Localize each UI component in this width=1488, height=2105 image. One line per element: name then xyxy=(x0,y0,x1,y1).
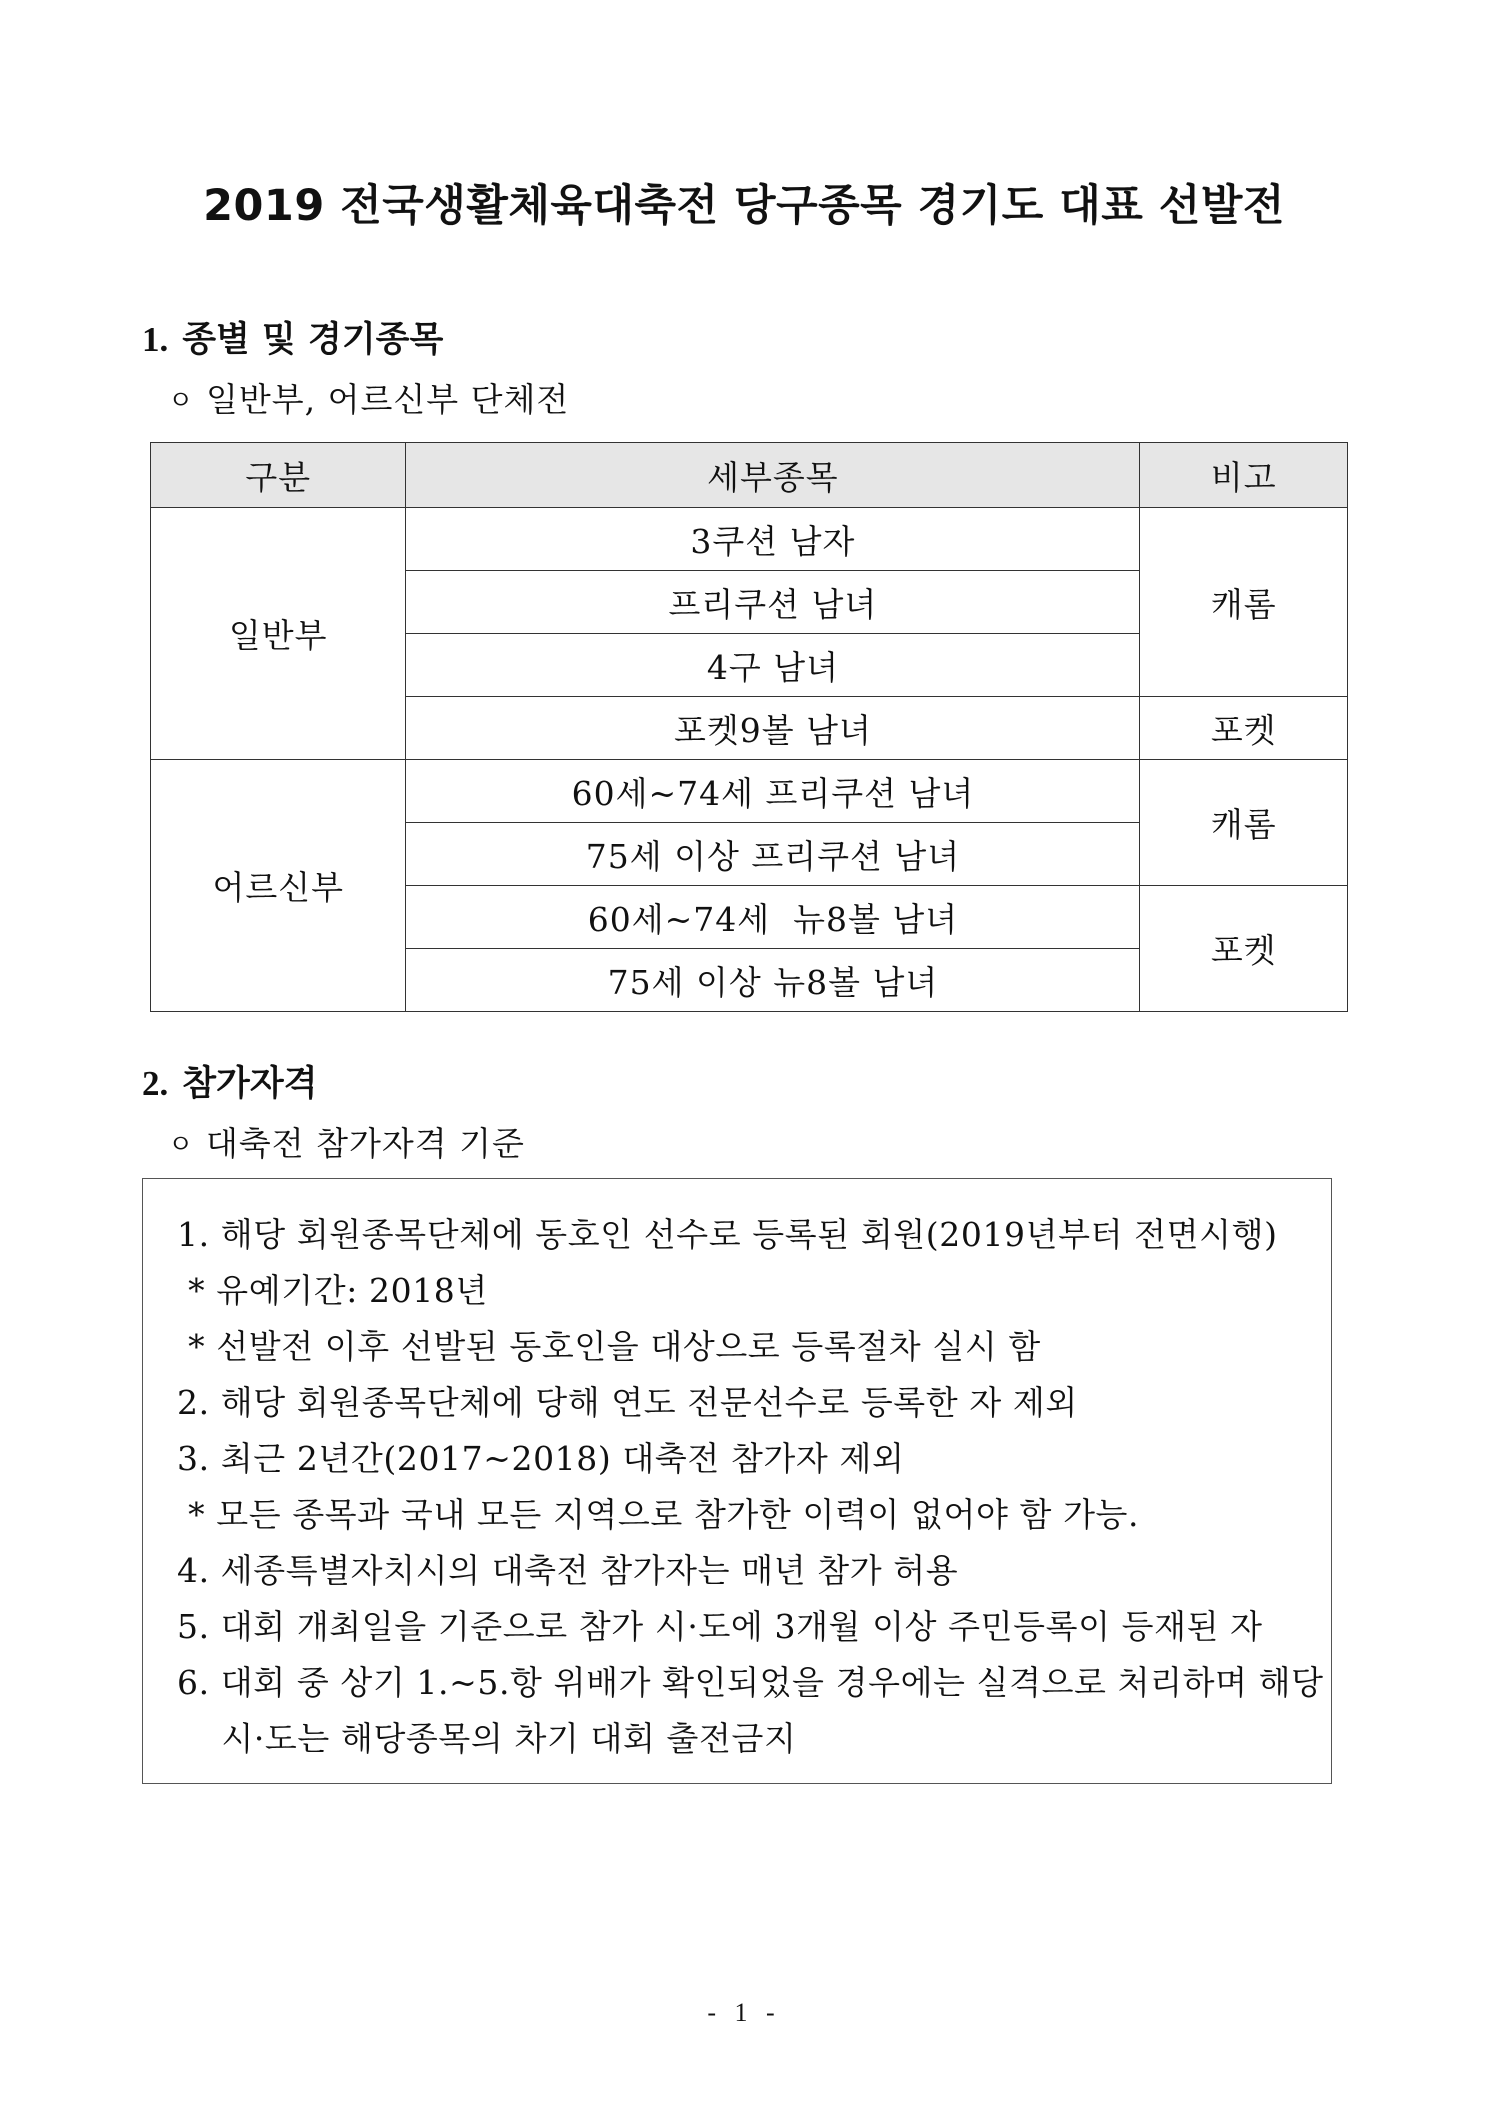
header-events: 세부종목 xyxy=(406,443,1140,508)
event-cell: 75세 이상 프리쿠션 남녀 xyxy=(406,823,1140,886)
section1-heading xyxy=(142,312,443,362)
header-notes: 비고 xyxy=(1140,443,1348,508)
section2-number: 2. xyxy=(142,1064,169,1103)
event-cell: 포켓9볼 남녀 xyxy=(406,697,1140,760)
header-division: 구분 xyxy=(151,443,406,508)
event-cell: 3쿠션 남자 xyxy=(406,508,1140,571)
section1-heading-text: 종별 및 경기종목 xyxy=(182,319,444,360)
table-header-row xyxy=(151,443,1348,508)
list-item: 시·도는 해당종목의 차기 대회 출전금지 xyxy=(177,1719,797,1758)
list-item: 6. 대회 중 상기 1.~5.항 위배가 확인되었을 경우에는 실격으로 처리하며 해당 xyxy=(177,1663,1324,1702)
section2-sub-text: 대축전 참가자격 기준 xyxy=(206,1124,525,1163)
event-cell: 60세~74세 뉴8볼 남녀 xyxy=(406,886,1140,949)
table-row xyxy=(151,760,1348,823)
table-row xyxy=(151,508,1348,571)
list-item: 1. 해당 회원종목단체에 동호인 선수로 등록된 회원(2019년부터 전면시행) xyxy=(177,1215,1278,1254)
note-carom: 캐롬 xyxy=(1140,508,1348,697)
section2-subtitle xyxy=(168,1118,525,1165)
event-cell: 4구 남녀 xyxy=(406,634,1140,697)
division-general: 일반부 xyxy=(151,508,406,760)
event-cell: 60세~74세 프리쿠션 남녀 xyxy=(406,760,1140,823)
bullet-icon: ㅇ xyxy=(168,1130,195,1160)
bullet-icon: ㅇ xyxy=(168,386,195,416)
list-item: * 선발전 이후 선발된 동호인을 대상으로 등록절차 실시 함 xyxy=(177,1327,1041,1366)
list-item: * 유예기간: 2018년 xyxy=(177,1271,488,1310)
section1-subtitle xyxy=(168,374,569,421)
list-item: 5. 대회 개최일을 기준으로 참가 시·도에 3개월 이상 주민등록이 등재된 자 xyxy=(177,1607,1263,1646)
event-cell: 프리쿠션 남녀 xyxy=(406,571,1140,634)
section2-heading-text: 참가자격 xyxy=(182,1063,318,1104)
section1-sub-text: 일반부, 어르신부 단체전 xyxy=(206,380,570,419)
note-carom: 캐롬 xyxy=(1140,760,1348,886)
page-number: - 1 - xyxy=(707,1998,781,2027)
list-item: * 모든 종목과 국내 모든 지역으로 참가한 이력이 없어야 함 가능. xyxy=(177,1495,1140,1534)
list-item: 4. 세종특별자치시의 대축전 참가자는 매년 참가 허용 xyxy=(177,1551,959,1590)
list-item: 2. 해당 회원종목단체에 당해 연도 전문선수로 등록한 자 제외 xyxy=(177,1383,1078,1422)
events-table xyxy=(150,442,1348,1012)
section1-number: 1. xyxy=(142,320,169,359)
division-senior: 어르신부 xyxy=(151,760,406,1012)
section2-heading xyxy=(142,1056,318,1106)
document-title: 2019 전국생활체육대축전 당구종목 경기도 대표 선발전 xyxy=(203,181,1285,231)
event-cell: 75세 이상 뉴8볼 남녀 xyxy=(406,949,1140,1012)
note-pocket: 포켓 xyxy=(1140,697,1348,760)
eligibility-box xyxy=(142,1178,1332,1784)
note-pocket: 포켓 xyxy=(1140,886,1348,1012)
list-item: 3. 최근 2년간(2017~2018) 대축전 참가자 제외 xyxy=(177,1439,905,1478)
